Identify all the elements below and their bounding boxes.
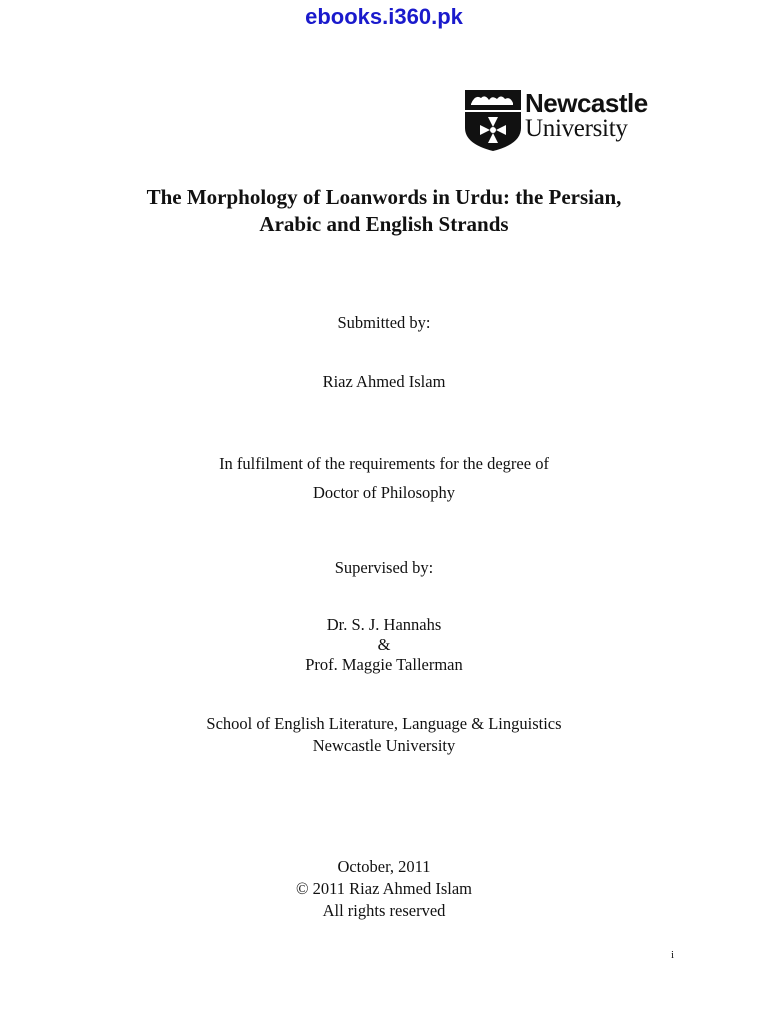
university-shield-crest-icon	[463, 88, 523, 152]
degree-statement	[0, 449, 768, 507]
logo-university-text: University	[525, 115, 628, 142]
submission-date: October, 2011	[337, 857, 431, 876]
supervisors-block	[0, 615, 768, 675]
watermark-link[interactable]: ebooks.i360.pk	[305, 4, 463, 29]
school-block	[0, 713, 768, 757]
university-logo	[463, 88, 675, 152]
degree-name: Doctor of Philosophy	[312, 483, 456, 502]
university-name: Newcastle University	[312, 736, 456, 755]
fulfilment-line: In fulfilment of the requirements for the degree of	[219, 454, 549, 473]
logo-newcastle-text: Newcastle	[525, 88, 648, 118]
rights-line: All rights reserved	[322, 901, 446, 920]
page-number: i	[671, 949, 675, 961]
submitted-label: Submitted by:	[337, 313, 431, 332]
supervised-label: Supervised by:	[334, 558, 434, 577]
supervisor-2: Prof. Maggie Tallerman	[305, 655, 463, 674]
title-line-2: Arabic and English Strands	[259, 212, 509, 236]
copyright-line: © 2011 Riaz Ahmed Islam	[296, 879, 472, 898]
title-line-1: The Morphology of Loanwords in Urdu: the Persian,	[146, 185, 622, 209]
thesis-title	[0, 184, 768, 238]
ampersand: &	[377, 635, 391, 654]
footer-block	[0, 856, 768, 922]
school-name: School of English Literature, Language & Linguistics	[206, 714, 562, 733]
author-name: Riaz Ahmed Islam	[322, 372, 446, 391]
supervisor-1: Dr. S. J. Hannahs	[326, 615, 442, 634]
